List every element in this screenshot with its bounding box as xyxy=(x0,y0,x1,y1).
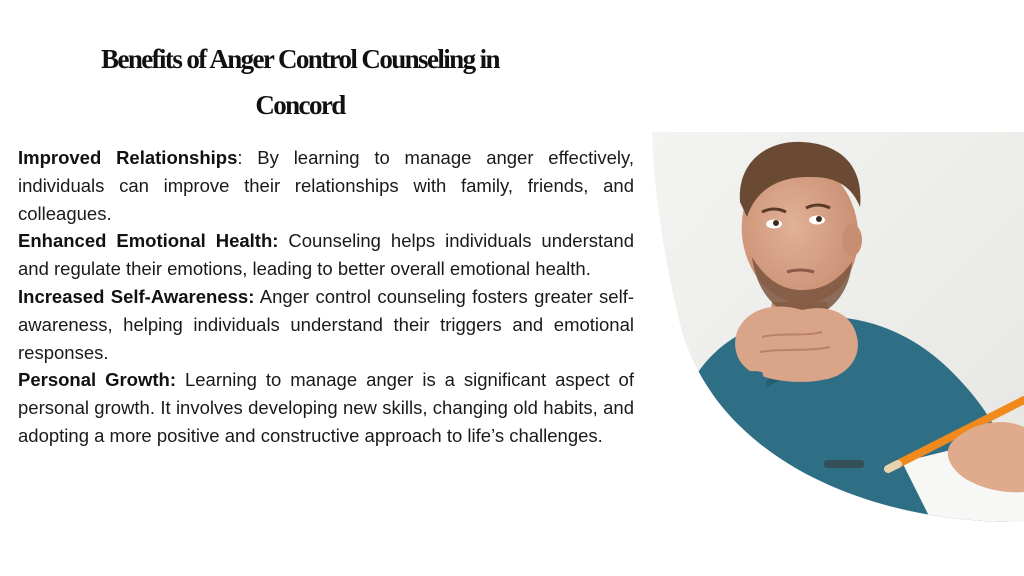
title-line-1: Benefits of Anger Control Counseling in xyxy=(101,44,499,74)
benefit-text: By learning to manage anger effectively, individuals can improve their relationships with family, friends, and colleagues. xyxy=(18,147,634,224)
benefit-heading: Enhanced Emotional Health: xyxy=(18,230,279,252)
benefit-separator: : xyxy=(237,147,243,168)
benefits-list xyxy=(18,144,634,450)
page-title xyxy=(40,36,560,128)
benefit-item xyxy=(18,144,634,227)
benefit-item xyxy=(18,227,634,283)
hands-shape xyxy=(735,306,858,381)
benefit-item xyxy=(18,283,634,366)
benefit-text: Counseling helps individuals understand and regulate their emotions, leading to better overall emotional health. xyxy=(18,230,634,280)
benefit-text: Learning to manage anger is a significant aspect of personal growth. It involves developing new skills, changing old habits, and adopting a more positive and constructive approach to life’s challenges. xyxy=(18,369,634,446)
benefit-heading: Improved Relationships xyxy=(18,147,238,168)
title-line-2: Concord xyxy=(255,90,345,120)
benefit-heading: Increased Self-Awareness: xyxy=(18,285,255,307)
man-resting-chin-on-hands-photo xyxy=(652,132,1024,522)
benefit-item xyxy=(18,366,634,449)
benefit-text: Anger control counseling fosters greater self-awareness, helping individuals understand their triggers and emotional responses. xyxy=(18,285,635,363)
benefit-heading: Personal Growth: xyxy=(18,369,176,391)
